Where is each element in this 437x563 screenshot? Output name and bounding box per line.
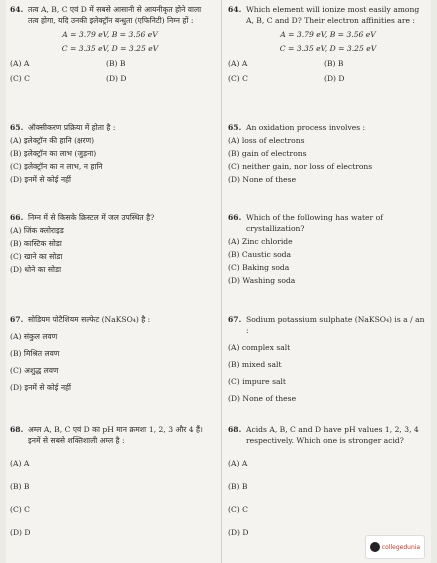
- option-a[interactable]: (A) A: [228, 459, 248, 468]
- option-d[interactable]: (D) धोने का सोडा: [10, 265, 62, 274]
- q65-english: [228, 122, 428, 185]
- option-c[interactable]: (C) C: [10, 505, 30, 514]
- equation-line: C = 3.35 eV, D = 3.25 eV: [61, 44, 159, 53]
- q66-hindi: [10, 212, 210, 275]
- question-text: तत्व A, B, C एवं D में सबसे आसानी से आयनीकृत होने वाला तत्व होगा, यदि उनकी इलेक्ट्रॉन बन्धुता (एफिनिटी) निम्न हों :: [28, 5, 202, 25]
- question-number: 66.: [10, 213, 24, 222]
- question-text: अम्ल A, B, C एवं D का pH मान क्रमशः 1, 2, 3 और 4 हैं। इनमें से सबसे शक्तिशाली अम्ल है :: [28, 425, 203, 445]
- option-a[interactable]: (A) A: [10, 459, 30, 468]
- option-d[interactable]: (D) None of these: [228, 394, 297, 403]
- option-c[interactable]: (C) impure salt: [228, 377, 286, 386]
- option-a[interactable]: (A) loss of electrons: [228, 136, 305, 145]
- option-c[interactable]: (C) खाने का सोडा: [10, 252, 63, 261]
- option-d[interactable]: (D) D: [106, 74, 127, 83]
- equation-line: A = 3.79 eV, B = 3.56 eV: [280, 30, 376, 39]
- option-d[interactable]: (D) इनमें से कोई नहीं: [10, 175, 72, 184]
- option-b[interactable]: (B) Caustic soda: [228, 250, 292, 259]
- option-d[interactable]: (D) D: [324, 74, 345, 83]
- watermark-logo: [365, 535, 425, 559]
- option-b[interactable]: (B) gain of electrons: [228, 149, 307, 158]
- logo-icon: [370, 542, 380, 552]
- logo-text: collegedunia: [381, 543, 421, 551]
- option-b[interactable]: (B) B: [106, 59, 126, 68]
- q67-hindi: [10, 314, 210, 393]
- option-c[interactable]: (C) neither gain, nor loss of electrons: [228, 162, 373, 171]
- option-b[interactable]: (B) मिश्रित लवण: [10, 349, 60, 358]
- question-text: सोडियम पोटैशियम सल्फेट (NaKSO₄) है :: [28, 315, 151, 324]
- q66-english: [228, 212, 428, 286]
- question-text: निम्न में से किसके क्रिस्टल में जल उपस्थित है?: [28, 213, 155, 222]
- question-number: 65.: [10, 123, 24, 132]
- q64-hindi: [10, 4, 210, 84]
- option-a[interactable]: (A) A: [228, 59, 248, 68]
- option-c[interactable]: (C) इलेक्ट्रॉन का न लाभ, न हानि: [10, 162, 103, 171]
- option-d[interactable]: (D) इनमें से कोई नहीं: [10, 383, 72, 392]
- question-number: 66.: [228, 213, 242, 222]
- question-text: Sodium potassium sulphate (NaKSO₄) is a / an :: [246, 315, 425, 335]
- option-a[interactable]: (A) संकुल लवण: [10, 332, 58, 341]
- question-number: 65.: [228, 123, 242, 132]
- option-b[interactable]: (B) mixed salt: [228, 360, 282, 369]
- option-d[interactable]: (D) Washing soda: [228, 276, 296, 285]
- question-number: 67.: [228, 315, 242, 324]
- question-number: 67.: [10, 315, 24, 324]
- question-text: ऑक्सीकरण प्रक्रिया में होता है :: [28, 123, 116, 132]
- option-a[interactable]: (A) A: [10, 59, 30, 68]
- question-number: 68.: [228, 425, 242, 434]
- column-divider: [221, 0, 222, 563]
- option-d[interactable]: (D) None of these: [228, 175, 297, 184]
- option-c[interactable]: (C) C: [228, 505, 248, 514]
- question-text: Acids A, B, C and D have pH values 1, 2, 3, 4 respectively. Which one is stronger acid?: [246, 425, 419, 445]
- equation-line: A = 3.79 eV, B = 3.56 eV: [62, 30, 158, 39]
- option-d[interactable]: (D) D: [10, 528, 31, 537]
- exam-page: [6, 0, 431, 563]
- question-text: An oxidation process involves :: [246, 123, 366, 132]
- option-a[interactable]: (A) complex salt: [228, 343, 291, 352]
- question-number: 68.: [10, 425, 24, 434]
- option-c[interactable]: (C) Baking soda: [228, 263, 290, 272]
- option-c[interactable]: (C) C: [10, 74, 30, 83]
- q68-english: [228, 424, 428, 538]
- option-b[interactable]: (B) B: [228, 482, 248, 491]
- q64-english: [228, 4, 428, 84]
- question-text: Which of the following has water of crystallization?: [246, 213, 383, 233]
- option-a[interactable]: (A) इलेक्ट्रॉन की हानि (क्षरण): [10, 136, 95, 145]
- q67-english: [228, 314, 428, 404]
- q68-hindi: [10, 424, 210, 538]
- equation-line: C = 3.35 eV, D = 3.25 eV: [279, 44, 377, 53]
- question-number: 64.: [10, 5, 24, 14]
- option-c[interactable]: (C) अशुद्ध लवण: [10, 366, 59, 375]
- option-b[interactable]: (B) कास्टिक सोडा: [10, 239, 62, 248]
- question-text: Which element will ionize most easily among A, B, C and D? Their electron affinities are :: [246, 5, 420, 25]
- option-a[interactable]: (A) Zinc chloride: [228, 237, 293, 246]
- option-b[interactable]: (B) B: [10, 482, 30, 491]
- q65-hindi: [10, 122, 210, 185]
- option-c[interactable]: (C) C: [228, 74, 248, 83]
- option-b[interactable]: (B) इलेक्ट्रॉन का लाभ (जुड़ना): [10, 149, 97, 158]
- question-number: 64.: [228, 5, 242, 14]
- option-d[interactable]: (D) D: [228, 528, 249, 537]
- option-b[interactable]: (B) B: [324, 59, 344, 68]
- option-a[interactable]: (A) जिंक क्लोराइड: [10, 226, 64, 235]
